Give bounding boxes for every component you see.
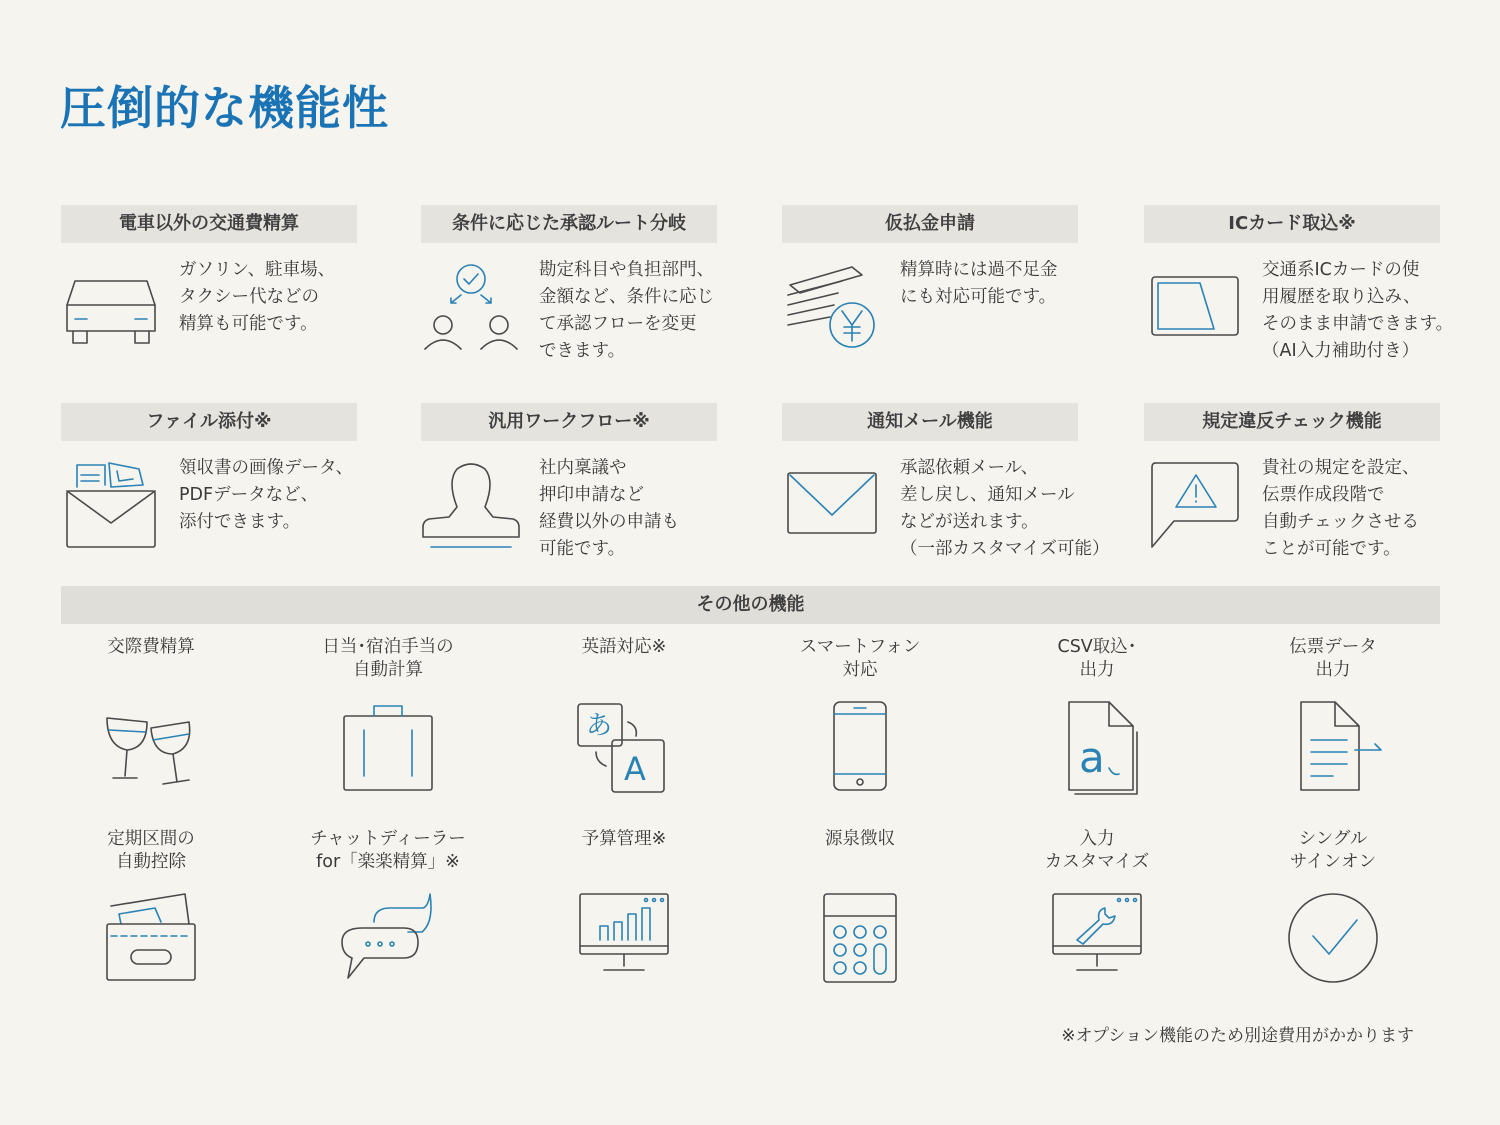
svg-text:A: A xyxy=(624,750,646,788)
yen-money-icon xyxy=(782,263,882,359)
document-export-icon xyxy=(1283,700,1383,800)
feature-title: 電車以外の交通費精算 xyxy=(61,205,357,243)
page-title: 圧倒的な機能性 xyxy=(60,81,389,135)
wine-glasses-icon xyxy=(101,700,201,800)
translate-icon xyxy=(574,700,674,800)
other-item-smartphone xyxy=(750,636,970,800)
check-circle-icon xyxy=(1283,892,1383,992)
feature-transport xyxy=(61,205,357,334)
other-features-heading: その他の機能 xyxy=(61,586,1440,624)
other-item-label: 交際費精算 xyxy=(107,637,195,657)
mail-icon xyxy=(782,461,882,557)
approval-route-icon xyxy=(421,263,521,359)
other-item-voucher-export xyxy=(1223,636,1443,800)
other-item-withholding xyxy=(750,828,970,992)
other-item-label: 英語対応※ xyxy=(581,637,667,657)
feature-title: ICカード取込※ xyxy=(1144,205,1440,243)
feature-title: 条件に応じた承認ルート分岐 xyxy=(421,205,717,243)
feature-title: 規定違反チェック機能 xyxy=(1144,403,1440,441)
other-item-input-custom xyxy=(987,828,1207,992)
other-item-csv xyxy=(987,636,1207,800)
feature-mail xyxy=(782,403,1110,559)
other-item-chat xyxy=(278,828,498,992)
pass-case-icon xyxy=(101,892,201,992)
other-item-label: 源泉徴収 xyxy=(825,829,895,849)
other-item-label: スマートフォン 対応 xyxy=(799,637,921,680)
feature-description: 社内稟議や 押印申請など 経費以外の申請も 可能です。 xyxy=(539,458,679,559)
feature-description: 精算時には過不足金 にも対応可能です。 xyxy=(900,260,1058,307)
csv-file-icon xyxy=(1047,700,1147,800)
feature-description: 承認依頼メール、 差し戻し、通知メール などが送れます。 （一部カスタマイズ可能） xyxy=(900,458,1110,559)
ic-card-icon xyxy=(1144,263,1244,359)
other-item-label: 定期区間の 自動控除 xyxy=(107,829,195,872)
stamp-icon xyxy=(421,461,521,557)
feature-description: 領収書の画像データ、 PDFデータなど、 添付できます。 xyxy=(179,458,353,532)
file-attach-icon xyxy=(61,461,161,557)
warning-icon xyxy=(1144,461,1244,557)
feature-description: 貴社の規定を設定、 伝票作成段階で 自動チェックさせる ことが可能です。 xyxy=(1262,458,1420,559)
feature-advance-payment xyxy=(782,205,1078,307)
settings-monitor-icon xyxy=(1047,892,1147,992)
smartphone-icon xyxy=(810,700,910,800)
chat-icon xyxy=(338,892,438,992)
feature-title: 通知メール機能 xyxy=(782,403,1078,441)
footnote: ※オプション機能のため別途費用がかかります xyxy=(1061,1026,1414,1046)
svg-text:a: a xyxy=(1079,733,1105,782)
feature-title: ファイル添付※ xyxy=(61,403,357,441)
calculator-icon xyxy=(810,892,910,992)
other-item-label: 伝票データ 出力 xyxy=(1289,637,1377,680)
feature-title: 汎用ワークフロー※ xyxy=(421,403,717,441)
budget-monitor-icon xyxy=(574,892,674,992)
other-item-label: 日当･宿泊手当の 自動計算 xyxy=(322,637,454,680)
feature-workflow xyxy=(421,403,717,559)
other-item-allowance xyxy=(278,636,498,800)
other-item-english xyxy=(514,636,734,800)
feature-description: 交通系ICカードの使 用履歴を取り込み、 そのまま申請できます。 （AI入力補助付き） xyxy=(1262,260,1454,361)
car-icon xyxy=(61,263,161,359)
other-item-label: CSV取込･ 出力 xyxy=(1057,637,1137,680)
other-item-label: シングル サインオン xyxy=(1289,829,1377,872)
feature-description: ガソリン、駐車場、 タクシー代などの 精算も可能です。 xyxy=(179,260,336,334)
other-item-budget xyxy=(514,828,734,992)
other-item-entertainment xyxy=(41,636,261,800)
other-item-label: チャットディーラー for「楽楽精算」※ xyxy=(310,829,466,872)
other-item-sso xyxy=(1223,828,1443,992)
svg-text:あ: あ xyxy=(586,711,613,741)
suitcase-icon xyxy=(338,700,438,800)
feature-ic-card xyxy=(1144,205,1454,361)
other-item-label: 予算管理※ xyxy=(581,829,667,849)
other-item-commuter-pass xyxy=(41,828,261,992)
feature-title: 仮払金申請 xyxy=(782,205,1078,243)
feature-approval-route xyxy=(421,205,717,361)
feature-rule-check xyxy=(1144,403,1440,559)
feature-file-attach xyxy=(61,403,357,532)
other-item-label: 入力 カスタマイズ xyxy=(1044,829,1150,872)
feature-description: 勘定科目や負担部門、 金額など、条件に応じ て承認フローを変更 できます。 xyxy=(539,260,714,361)
